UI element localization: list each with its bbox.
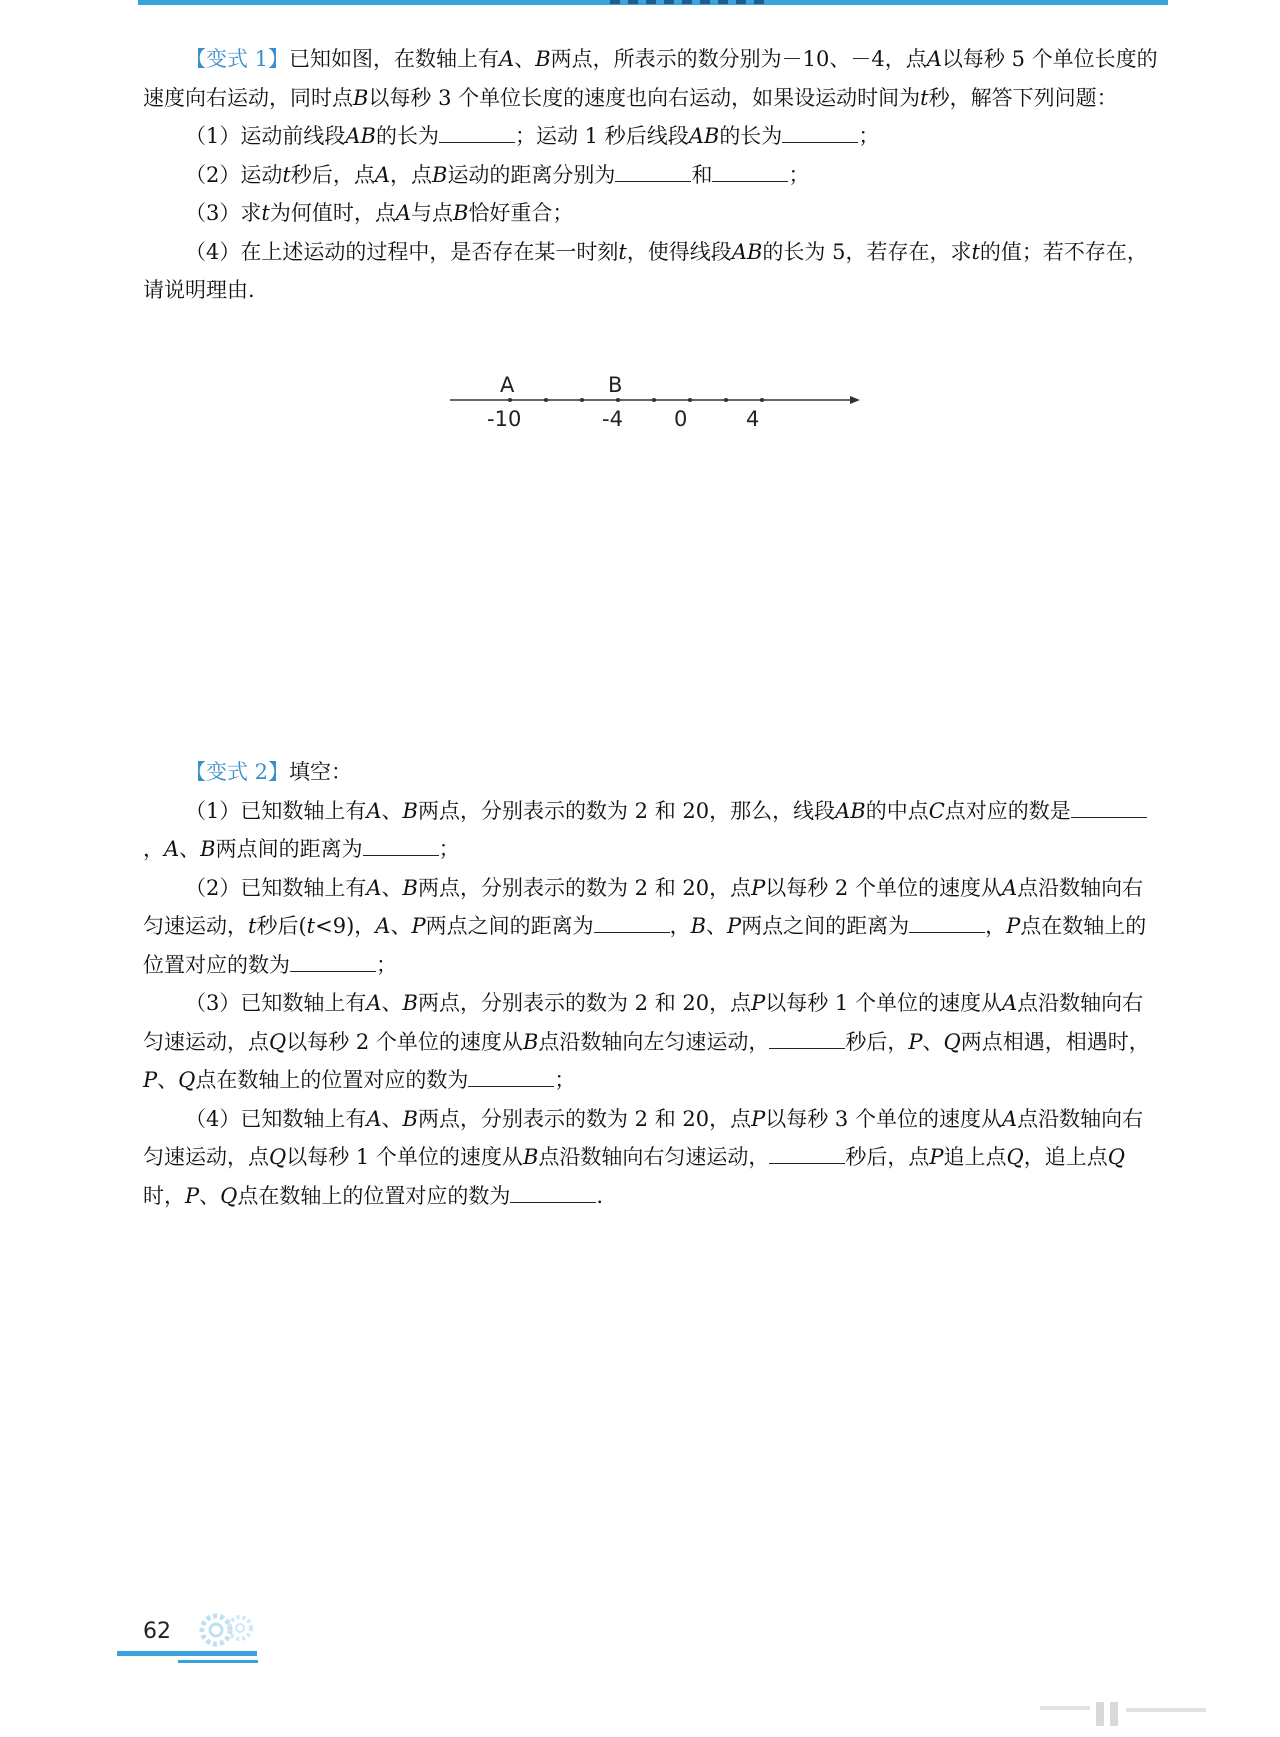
var: A — [164, 837, 180, 861]
number-line-figure — [450, 370, 860, 440]
text: 、 — [157, 1068, 179, 1092]
text: ； — [788, 162, 810, 187]
text: 秒后，点 — [290, 162, 375, 187]
var: A — [375, 914, 391, 938]
answer-blank[interactable] — [712, 163, 788, 182]
text: 时， — [143, 1183, 185, 1208]
text: 两点相遇，相遇时， — [960, 1029, 1150, 1054]
text: （1）运动前线段 — [185, 124, 346, 148]
var: A — [366, 991, 382, 1015]
answer-blank[interactable] — [363, 837, 439, 856]
text: 秒后， — [845, 1029, 909, 1054]
var: P — [751, 1106, 766, 1131]
text: 两点之间的距离为 — [741, 914, 910, 938]
text: 的长为 5，若存在，求 — [762, 239, 972, 264]
text: （1）已知数轴上有 — [185, 798, 367, 823]
tick-label: 0 — [674, 407, 688, 431]
tick-dot — [760, 398, 764, 402]
var: P — [1006, 914, 1021, 938]
variant-1-question-1 — [143, 117, 1163, 156]
var: P — [411, 914, 426, 938]
var-B: B — [453, 201, 469, 225]
var-t: t — [282, 162, 291, 187]
text: （3）已知数轴上有 — [185, 991, 367, 1015]
answer-blank[interactable] — [290, 953, 376, 972]
var: t — [248, 914, 257, 938]
text: 、 — [381, 875, 403, 900]
text: ； — [438, 837, 460, 861]
variant-1-question-4 — [143, 233, 1163, 310]
text: 点沿数轴向右匀速运动， — [143, 875, 1144, 938]
var: B — [522, 1029, 539, 1054]
variant-2-title: 填空： — [289, 760, 353, 784]
variant-2-question-4 — [143, 1100, 1163, 1216]
var: P — [185, 1183, 200, 1208]
tick-dot — [724, 398, 728, 402]
var: P — [908, 1029, 923, 1054]
variant-1-question-2 — [143, 156, 1163, 195]
text: ， — [143, 837, 164, 861]
var: B — [402, 1106, 418, 1131]
var-B: B — [353, 85, 369, 110]
var-B: B — [535, 47, 551, 71]
text: 以每秒 3 个单位的速度从 — [765, 1106, 1002, 1131]
gear-decoration-icon — [196, 1604, 256, 1652]
page-number: 62 — [143, 1619, 171, 1644]
var: A — [1001, 991, 1018, 1015]
text: 、 — [381, 991, 403, 1015]
variant-2-question-1 — [143, 792, 1163, 869]
text: 、 — [179, 837, 201, 861]
var: t — [306, 914, 316, 938]
answer-blank[interactable] — [510, 1184, 596, 1203]
tick-label: 4 — [746, 407, 760, 431]
text: 以每秒 1 个单位的速度从 — [286, 1145, 523, 1169]
answer-blank[interactable] — [468, 1068, 554, 1087]
var: A — [366, 1106, 382, 1131]
var-A: A — [395, 201, 411, 225]
text: 以每秒 2 个单位的速度从 — [286, 1029, 523, 1054]
text: 和 — [691, 162, 713, 187]
variant-1-question-3 — [143, 194, 1163, 233]
var: P — [727, 914, 742, 938]
text: 两点之间的距离为 — [425, 914, 594, 938]
text: 与点 — [411, 201, 453, 225]
variant-2-tag: 【变式 2】 — [185, 760, 290, 784]
text: 点在数轴上的位置对应的数为 — [195, 1068, 469, 1092]
text: 两点，分别表示的数为 2 和 20，点 — [417, 991, 752, 1015]
watermark-icon — [1040, 1700, 1210, 1730]
text: 两点，分别表示的数为 2 和 20，点 — [417, 1106, 752, 1131]
variant-2-section — [143, 753, 1163, 1215]
text: 两点，所表示的数分别为－10、－4，点 — [550, 47, 927, 71]
text: <9)， — [315, 914, 376, 938]
tick-dot — [508, 398, 512, 402]
tick-dot — [688, 398, 692, 402]
text: 、 — [514, 47, 536, 71]
point-label-A: A — [500, 373, 515, 397]
var: P — [751, 991, 766, 1015]
text: . — [596, 1183, 604, 1208]
text: （4）在上述运动的过程中，是否存在某一时刻 — [185, 239, 619, 264]
text: 、 — [381, 1106, 403, 1131]
var: B — [200, 837, 216, 861]
var: Q — [178, 1068, 196, 1092]
text: ，点 — [390, 162, 432, 187]
text: 两点，分别表示的数为 2 和 20，那么，线段 — [417, 798, 836, 823]
var: C — [928, 798, 945, 823]
text: 点对应的数是 — [944, 798, 1071, 823]
text: 、 — [922, 1029, 944, 1054]
text: 追上点 — [943, 1145, 1007, 1169]
text: 秒后，点 — [845, 1145, 930, 1169]
tick-dot — [544, 398, 548, 402]
top-decorative-pattern — [610, 0, 770, 4]
var: Q — [1107, 1145, 1125, 1169]
text: 秒后( — [256, 914, 307, 938]
text: （2）已知数轴上有 — [185, 875, 367, 900]
var-t: t — [261, 201, 270, 225]
text: 以每秒 1 个单位的速度从 — [765, 991, 1002, 1015]
text: ； — [376, 952, 397, 977]
var: A — [1001, 875, 1018, 900]
var-AB: AB — [345, 124, 376, 148]
text: ，追上点 — [1023, 1145, 1108, 1169]
text: ；运动 1 秒后线段 — [514, 124, 689, 148]
var: B — [402, 798, 418, 823]
var: Q — [269, 1029, 287, 1054]
var-AB: AB — [731, 239, 763, 264]
text: 的长为 — [375, 124, 439, 148]
text: 、 — [390, 914, 412, 938]
var-A: A — [926, 47, 942, 71]
text: （2）运动 — [185, 162, 283, 187]
text: 秒，解答下列问题： — [928, 85, 1118, 110]
tick-dot — [616, 398, 620, 402]
text: 点沿数轴向右匀速运动，点 — [143, 1106, 1144, 1169]
var-t: t — [920, 85, 929, 110]
variant-2-question-3 — [143, 984, 1163, 1100]
answer-blank[interactable] — [439, 124, 515, 143]
text: ； — [554, 1068, 576, 1092]
var: Q — [269, 1145, 287, 1169]
answer-blank[interactable] — [769, 1145, 845, 1164]
tick-dot — [652, 398, 656, 402]
text: 、 — [706, 914, 728, 938]
text: 以每秒 5 个单位长度的速度向右运动，同时点 — [143, 47, 1158, 110]
variant-1-tag: 【变式 1】 — [185, 47, 290, 71]
text: 点沿数轴向左匀速运动， — [538, 1029, 770, 1054]
var: P — [929, 1145, 944, 1169]
text: 点沿数轴向右匀速运动， — [538, 1145, 770, 1169]
var: B — [402, 875, 418, 900]
text: ， — [985, 914, 1007, 938]
var-t: t — [618, 239, 627, 264]
number-line-svg — [450, 370, 860, 440]
text: 的值；若不存在，请说明理由. — [143, 239, 1148, 302]
var: P — [751, 875, 766, 900]
text: ，使得线段 — [626, 239, 732, 264]
variant-2-header — [143, 753, 1163, 792]
var: A — [366, 875, 382, 900]
text: 两点间的距离为 — [215, 837, 363, 861]
text: 以每秒 2 个单位的速度从 — [765, 875, 1002, 900]
text: 、 — [199, 1183, 221, 1208]
text: 为何值时，点 — [269, 201, 396, 225]
var-A: A — [499, 47, 515, 71]
variant-2-question-2 — [143, 869, 1163, 985]
var: B — [522, 1145, 539, 1169]
tick-dot — [580, 398, 584, 402]
axis-arrow — [850, 396, 860, 404]
text: 点在数轴上的位置对应的数为 — [237, 1183, 511, 1208]
answer-blank[interactable] — [615, 163, 691, 182]
text: 已知如图，在数轴上有 — [289, 47, 500, 71]
text: ， — [669, 914, 691, 938]
var-B: B — [432, 162, 448, 187]
var: B — [690, 914, 707, 938]
text: 运动的距离分别为 — [447, 162, 616, 187]
text: 点在数轴上的位置对应的数为 — [143, 914, 1147, 977]
answer-blank[interactable] — [594, 914, 670, 933]
text: （4）已知数轴上有 — [185, 1106, 367, 1131]
tick-label: -10 — [487, 407, 522, 431]
var: P — [143, 1068, 158, 1092]
footer-accent-line — [117, 1651, 257, 1656]
answer-blank[interactable] — [909, 914, 985, 933]
var: B — [402, 991, 418, 1015]
text: （3）求 — [185, 201, 262, 225]
var-A: A — [374, 162, 390, 187]
text: 的长为 — [719, 124, 783, 148]
text: 恰好重合； — [468, 201, 574, 225]
footer-accent-line-short — [178, 1660, 258, 1663]
answer-blank[interactable] — [1071, 799, 1147, 818]
text: 点沿数轴向右匀速运动，点 — [143, 991, 1144, 1054]
text: 的中点 — [865, 798, 929, 823]
text: 以每秒 3 个单位长度的速度也向右运动，如果设运动时间为 — [368, 85, 921, 110]
text: 、 — [381, 798, 403, 823]
text: ； — [858, 124, 880, 148]
var: Q — [943, 1029, 961, 1054]
text: 两点，分别表示的数为 2 和 20，点 — [417, 875, 752, 900]
var: Q — [220, 1183, 238, 1208]
var: A — [366, 798, 382, 823]
answer-blank[interactable] — [769, 1030, 845, 1049]
variant-1-section — [143, 40, 1163, 310]
answer-blank[interactable] — [782, 124, 858, 143]
var: AB — [835, 798, 866, 823]
tick-label: -4 — [602, 407, 623, 431]
point-label-B: B — [608, 373, 623, 397]
var-AB: AB — [688, 124, 720, 148]
var-t: t — [971, 239, 980, 264]
var: A — [1001, 1106, 1018, 1131]
variant-1-intro — [143, 40, 1163, 117]
var: Q — [1006, 1145, 1024, 1169]
